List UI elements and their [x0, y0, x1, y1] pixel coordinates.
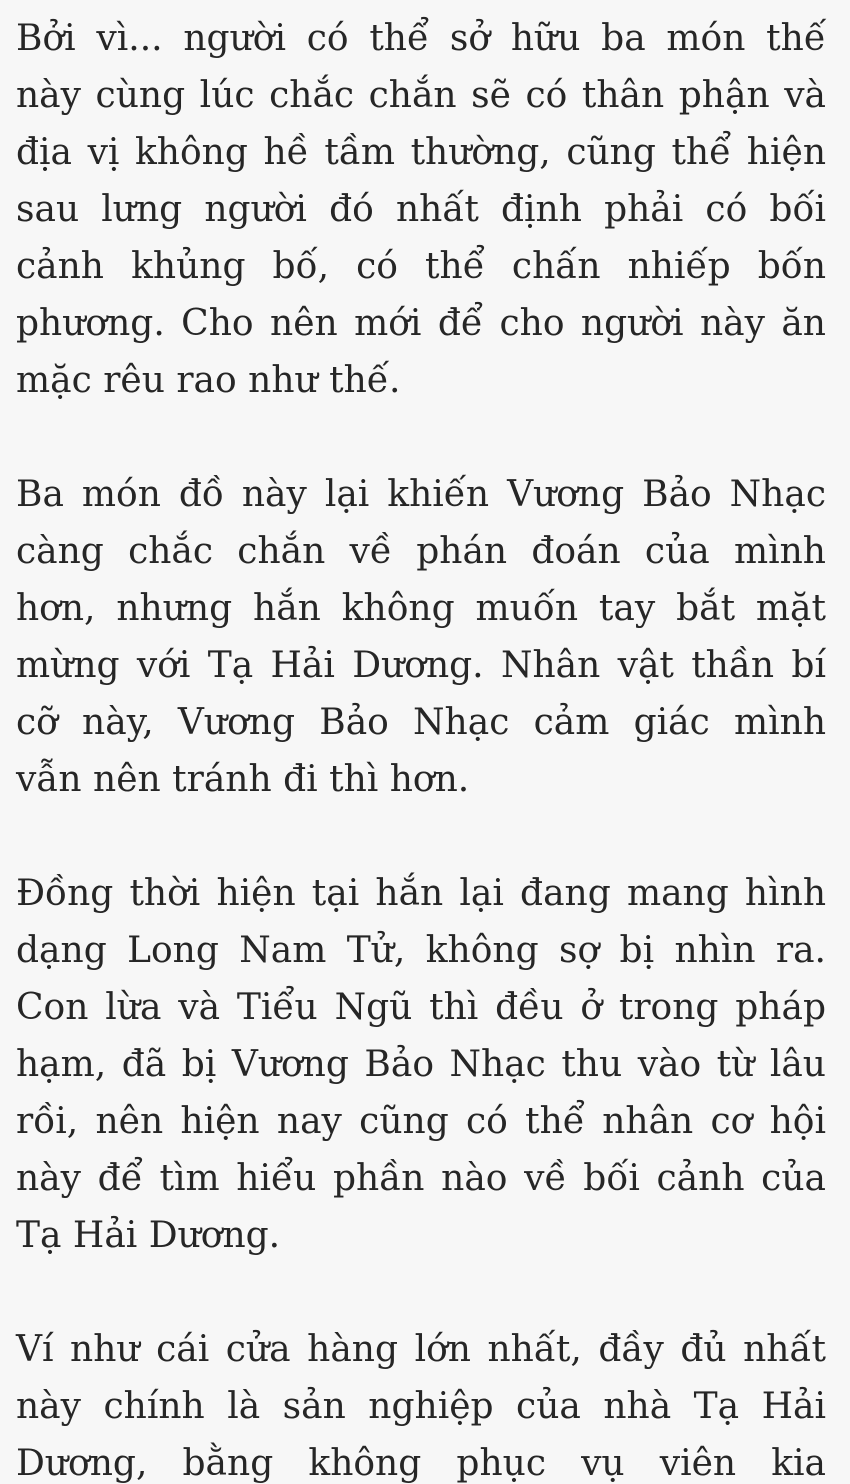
text-line: Dương, bằng không phục vụ viên kia — [16, 1443, 826, 1484]
text-line: hạm, đã bị Vương Bảo Nhạc thu vào từ lâu — [16, 1044, 826, 1085]
text-line: này chính là sản nghiệp của nhà Tạ Hải — [16, 1386, 826, 1427]
text-line: phương. Cho nên mới để cho người này ăn — [16, 303, 826, 344]
text-line: rồi, nên hiện nay cũng có thể nhân cơ hội — [16, 1101, 826, 1142]
text-line: Tạ Hải Dương. — [16, 1215, 281, 1256]
text-line: hơn, nhưng hắn không muốn tay bắt mặt — [16, 588, 826, 629]
text-line: càng chắc chắn về phán đoán của mình — [16, 531, 826, 572]
text-line: cỡ này, Vương Bảo Nhạc cảm giác mình — [16, 702, 826, 743]
text-line: Bởi vì... người có thể sở hữu ba món thế — [16, 18, 826, 59]
text-line: mặc rêu rao như thế. — [16, 360, 401, 401]
text-line: địa vị không hề tầm thường, cũng thể hiện — [16, 132, 826, 173]
story-paragraph — [16, 466, 826, 808]
text-line: Ví như cái cửa hàng lớn nhất, đầy đủ nhất — [16, 1329, 826, 1370]
text-line: Đồng thời hiện tại hắn lại đang mang hình — [16, 873, 826, 914]
text-line: dạng Long Nam Tử, không sợ bị nhìn ra. — [16, 930, 826, 971]
story-paragraph — [16, 865, 826, 1264]
text-line: này để tìm hiểu phần nào về bối cảnh của — [16, 1158, 826, 1199]
text-line: Ba món đồ này lại khiến Vương Bảo Nhạc — [16, 474, 826, 515]
text-line: vẫn nên tránh đi thì hơn. — [16, 759, 470, 800]
text-line: cảnh khủng bố, có thể chấn nhiếp bốn — [16, 246, 826, 287]
text-line: mừng với Tạ Hải Dương. Nhân vật thần bí — [16, 645, 826, 686]
story-paragraph — [16, 10, 826, 409]
text-line: sau lưng người đó nhất định phải có bối — [16, 189, 826, 230]
story-paragraph — [16, 1321, 826, 1484]
text-line: Con lừa và Tiểu Ngũ thì đều ở trong pháp — [16, 987, 826, 1028]
text-line: này cùng lúc chắc chắn sẽ có thân phận và — [16, 75, 826, 116]
